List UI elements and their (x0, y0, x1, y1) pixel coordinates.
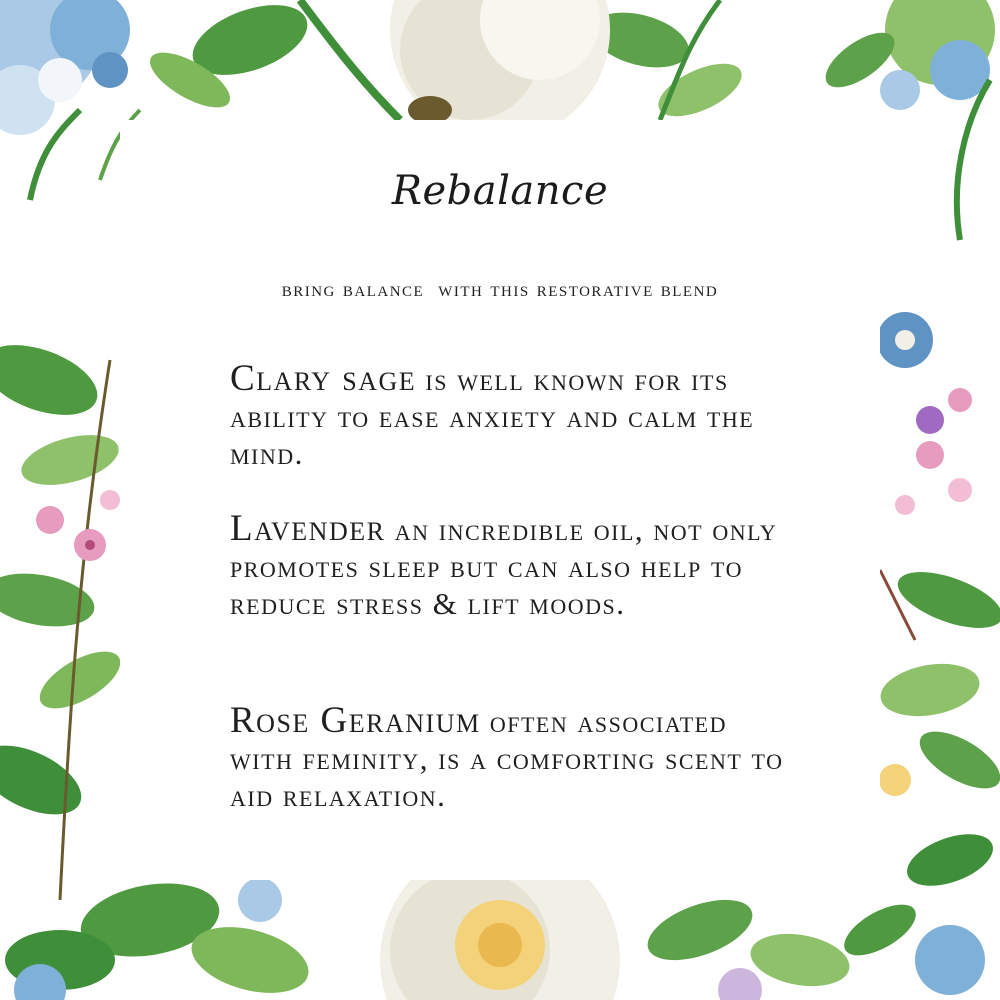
oil-name: Rose Geranium (230, 700, 481, 741)
lavender-paragraph (230, 510, 790, 622)
subtitle: bring balance with this restorative blend (281, 276, 719, 301)
oil-name: Lavender (230, 508, 386, 549)
top-white-rose (390, 0, 610, 140)
clary-sage-paragraph (230, 360, 790, 472)
page-title: Rebalance (391, 168, 609, 214)
oil-description: is well known for its ability to ease anxiety and calm the mind. (230, 362, 755, 471)
oil-description: an incredible oil, not only promotes sleep but can also help to reduce stress & lift moods. (230, 512, 778, 621)
right-foliage (876, 312, 1000, 896)
rose-geranium-paragraph (230, 702, 790, 814)
oil-description: often associated with feminity, is a comforting scent to aid relaxation. (230, 704, 784, 813)
oil-name: Clary sage (230, 358, 417, 399)
left-foliage (0, 331, 129, 900)
